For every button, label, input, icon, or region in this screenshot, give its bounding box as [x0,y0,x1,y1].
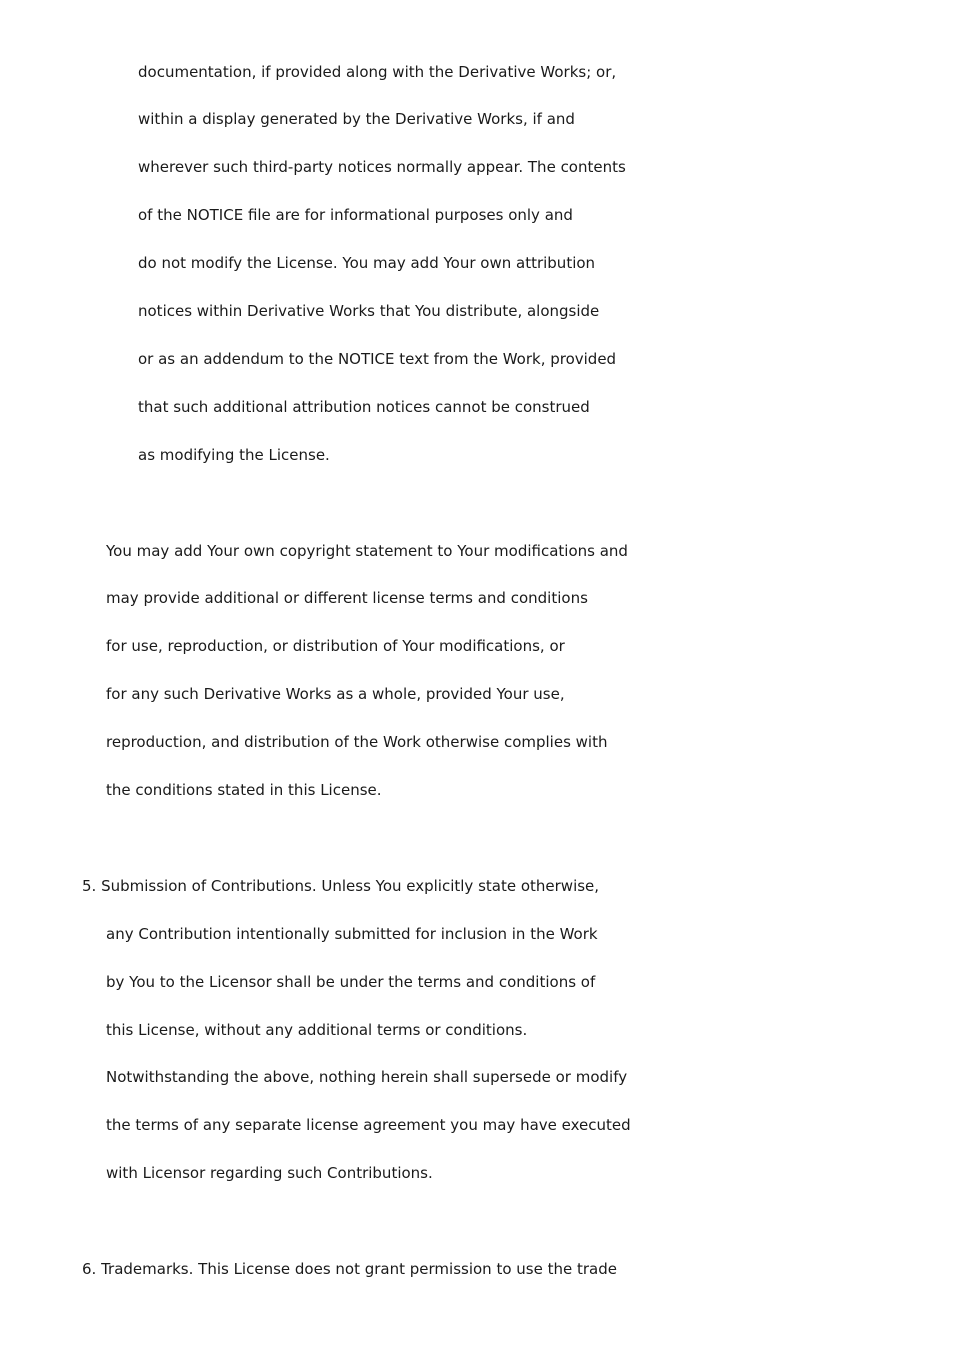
text-line: for use, reproduction, or distribution of Your modifications, or [106,637,565,655]
text-line: as modifying the License. [138,446,330,464]
text-line: reproduction, and distribution of the Work otherwise complies with [106,733,608,751]
section-heading-line: 6. Trademarks. This License does not grant permission to use the trade [82,1260,617,1278]
text-line: of the NOTICE file are for informational purposes only and [138,206,573,224]
text-line: the conditions stated in this License. [106,781,382,799]
text-line: with Licensor regarding such Contributions. [106,1164,433,1182]
text-line: or as an addendum to the NOTICE text from the Work, provided [138,350,617,368]
text-line: any Contribution intentionally submitted for inclusion in the Work [106,925,598,943]
text-line: this License, without any additional terms or conditions. [106,1021,528,1039]
text-line: may provide additional or different license terms and conditions [106,589,588,607]
text-line: notices within Derivative Works that You distribute, alongside [138,302,600,320]
text-line: Notwithstanding the above, nothing herein shall supersede or modify [106,1068,628,1086]
text-line: the terms of any separate license agreement you may have executed [106,1116,631,1134]
text-line: by You to the Licensor shall be under the terms and conditions of [106,973,596,991]
text-line: documentation, if provided along with the Derivative Works; or, [138,63,617,81]
text-line: do not modify the License. You may add Your own attribution [138,254,596,272]
text-line: that such additional attribution notices cannot be construed [138,398,590,416]
text-line: wherever such third-party notices normally appear. The contents [138,158,626,176]
section-heading-line: 5. Submission of Contributions. Unless You explicitly state otherwise, [82,877,600,895]
text-line: You may add Your own copyright statement to Your modifications and [106,542,628,560]
text-line: for any such Derivative Works as a whole, provided Your use, [106,685,565,703]
text-line: within a display generated by the Derivative Works, if and [138,110,575,128]
